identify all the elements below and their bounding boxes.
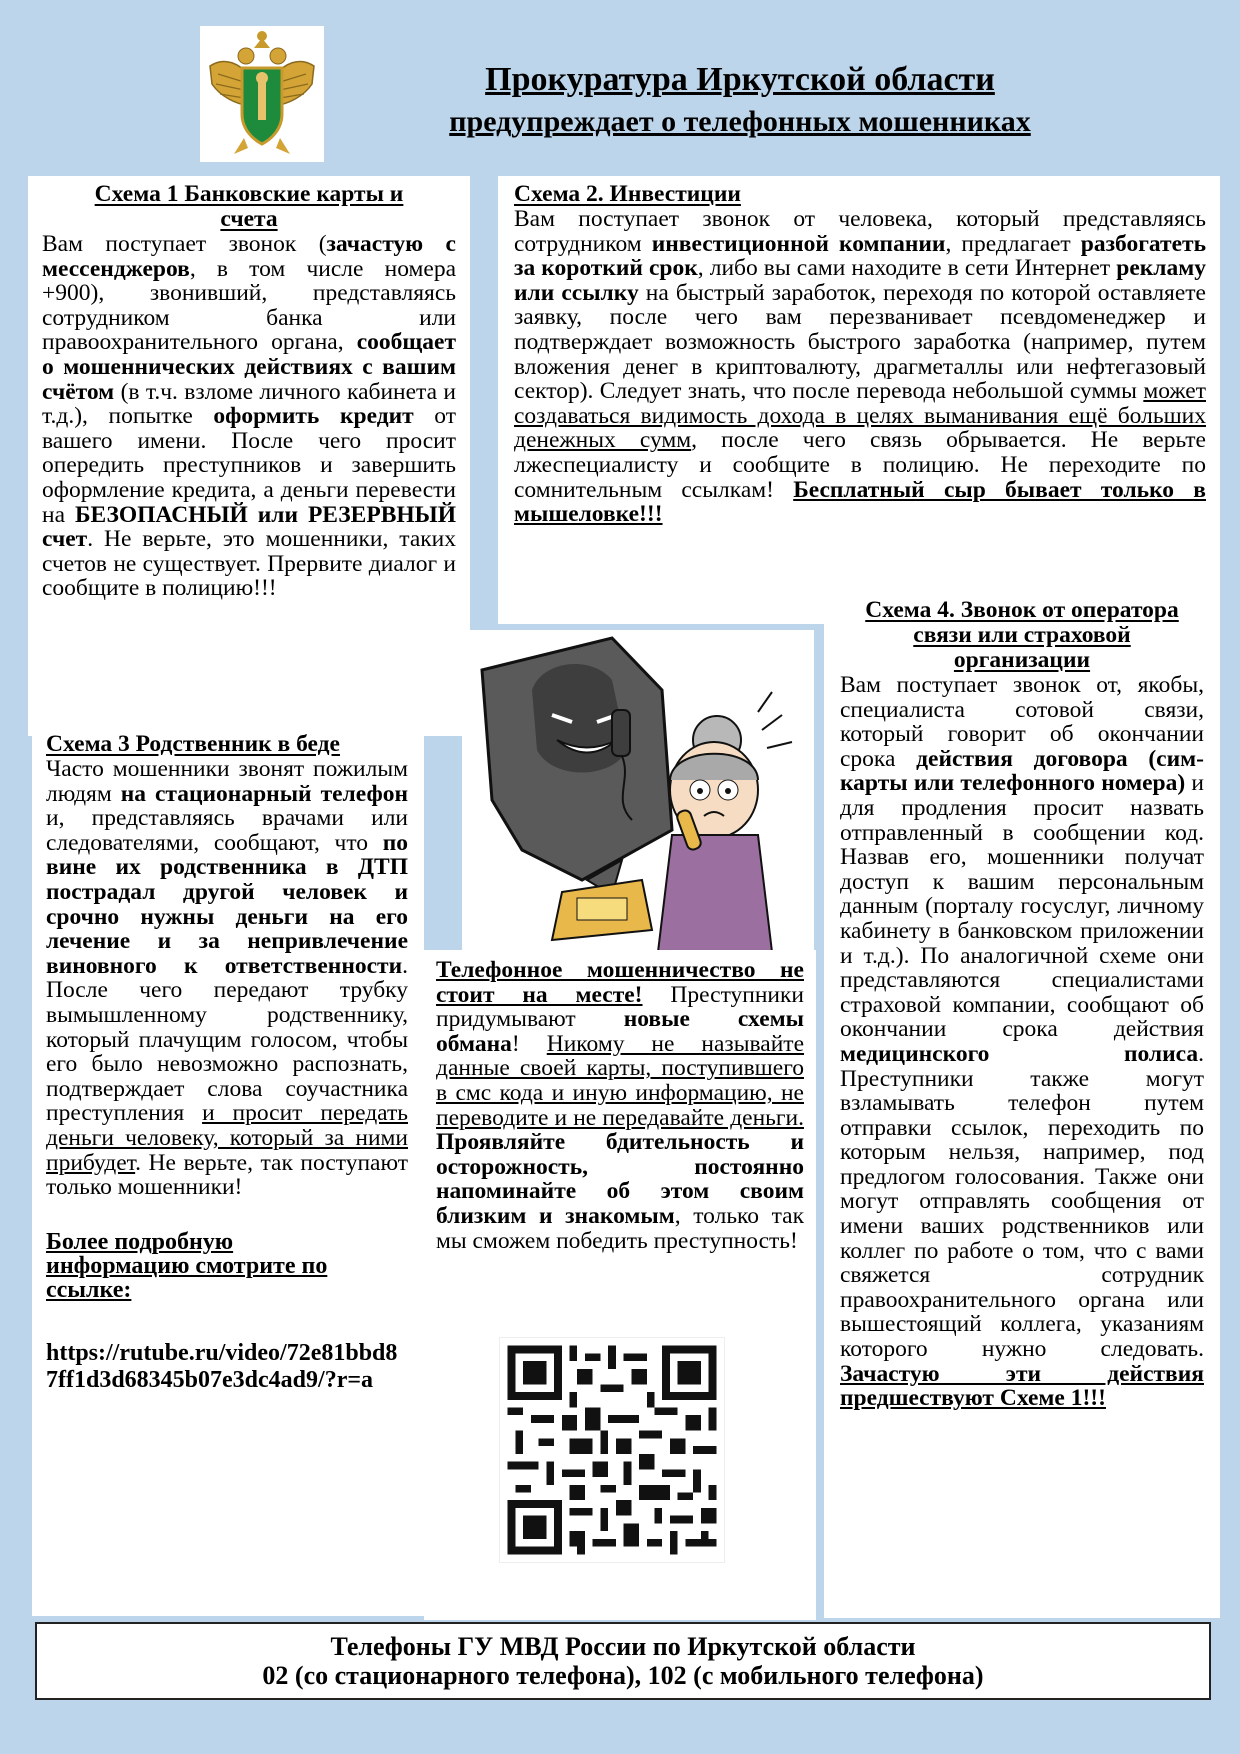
footer-phones bbox=[35, 1622, 1211, 1700]
more-info-link[interactable]: https://rutube.ru/video/72e81bbd87ff1d3d68345b07e3dc4ad9/?r=a bbox=[46, 1339, 398, 1393]
scheme-4-panel bbox=[824, 594, 1220, 1618]
center-warning-panel bbox=[424, 950, 816, 1620]
qr-code-frame bbox=[500, 1338, 724, 1562]
page-title bbox=[380, 58, 1100, 142]
scheme-4-text: Вам поступает звонок от, якобы, специалиста сотовой связи, который говорит об окончании срока действия договора (сим-карты или телефонного номера) и для продления просит назвать отправленный в сообщении код. Назвав его, мошенники получат доступ к вашим персональным данным (порталу госуслуг, личному кабинету в банковском приложении и т.д.). По аналогичной схеме они представляются специалистами страховой компании, сообщают об окончании срока действия медицинского полиса. Преступники также могут взламывать телефон путем отправки ссылок, переходить по которым нельзя, например, под предлогом голосования. Также они могут отправлять сообщения от имени ваших родственников или коллег по работе о том, что с вами свяжется сотрудник правоохранительного органа или вышестоящий коллега, указаниям которого нужно следовать. Зачастую эти действия предшествуют Схеме 1!!! bbox=[840, 672, 1205, 1412]
scheme-2-panel bbox=[498, 176, 1220, 624]
scheme-4-heading: Схема 4. Звонок от оператора связи или страховой организации bbox=[865, 597, 1179, 673]
scheme-1-text: Вам поступает звонок (зачастую с мессенджеров, в том числе номера +900), звонивший, представляясь сотрудником банка или правоохранительного органа, сообщает о мошеннических действиях с вашим счётом (в т.ч. взломе личного кабинета и т.д.), попытке оформить кредит от вашего имени. После чего просит опередить преступников и завершить оформление кредита, а деньги перевести на БЕЗОПАСНЫЙ или РЕЗЕРВНЫЙ счет. Не верьте, это мошенники, таких счетов не существует. Прервите диалог и сообщите в полицию!!! bbox=[42, 231, 457, 602]
title-line-2: предупреждает о телефонных мошенниках bbox=[449, 105, 1031, 138]
title-line-1: Прокуратура Иркутской области bbox=[485, 61, 995, 98]
scheme-3-panel bbox=[32, 728, 424, 1616]
footer-line-1: Телефоны ГУ МВД России по Иркутской области bbox=[330, 1632, 916, 1661]
phone-scammer-illustration bbox=[462, 630, 814, 952]
footer-line-2: 02 (со стационарного телефона), 102 (с мобильного телефона) bbox=[262, 1661, 984, 1690]
scheme-1-heading: Схема 1 Банковские карты и счета bbox=[94, 181, 404, 232]
qr-code-icon[interactable] bbox=[500, 1338, 724, 1562]
scheme-3-text: Часто мошенники звонят пожилым людям на стационарный телефон и, представляясь врачами или следователями, сообщают, что по вине их родственника в ДТП пострадал другой человек и срочно нужны деньги на его лечение и за непривлечение виновного к ответственности. После чего передают трубку вымышленному родственнику, который плачущим голосом, чтобы его было невозможно распознать, подтверждает слова соучастника преступления и просит передать деньги человеку, который за ними прибудет. Не верьте, так поступают только мошенники! bbox=[46, 756, 408, 1201]
scheme-3-heading: Схема 3 Родственник в беде bbox=[46, 731, 340, 757]
prosecutor-emblem-icon bbox=[200, 26, 324, 162]
more-info-label: Более подробную информацию смотрите по ссылке: bbox=[46, 1228, 328, 1303]
center-warning-text: Телефонное мошенничество не стоит на месте! Преступники придумывают новые схемы обмана! Никому не называйте данные своей карты, поступившего в смс кода и иную информацию, не переводите и не передавайте деньги. Проявляйте бдительность и осторожность, постоянно напоминайте об этом своим близким и знакомым, только так мы сможем победить преступность! bbox=[436, 957, 805, 1254]
illustration-panel bbox=[462, 630, 814, 952]
scheme-2-text: Вам поступает звонок от человека, который представляясь сотрудником инвестиционной компании, предлагает разбогатеть за короткий срок, либо вы сами находите в сети Интернет рекламу или ссылку на быстрый заработок, переходя по которой оставляете заявку, после чего вам перезванивает псевдоменеджер и подтверждает возможность быстрого заработка (например, путем вложения денег в криптовалюту, драгметаллы или нефтегазовый сектор). Следует знать, что после перевода небольшой суммы может создаваться видимость дохода в целях выманивания ещё больших денежных сумм, после чего связь обрывается. Не верьте лжеспециалисту и сообщите в полицию. Не переходите по сомнительным ссылкам! Бесплатный сыр бывает только в мышеловке!!! bbox=[514, 206, 1206, 528]
emblem bbox=[200, 26, 324, 162]
center-warning-heading: Телефонное мошенничество не стоит на месте! bbox=[436, 957, 804, 1008]
scheme-2-heading: Схема 2. Инвестиции bbox=[514, 181, 741, 207]
scheme-1-panel bbox=[28, 176, 470, 736]
